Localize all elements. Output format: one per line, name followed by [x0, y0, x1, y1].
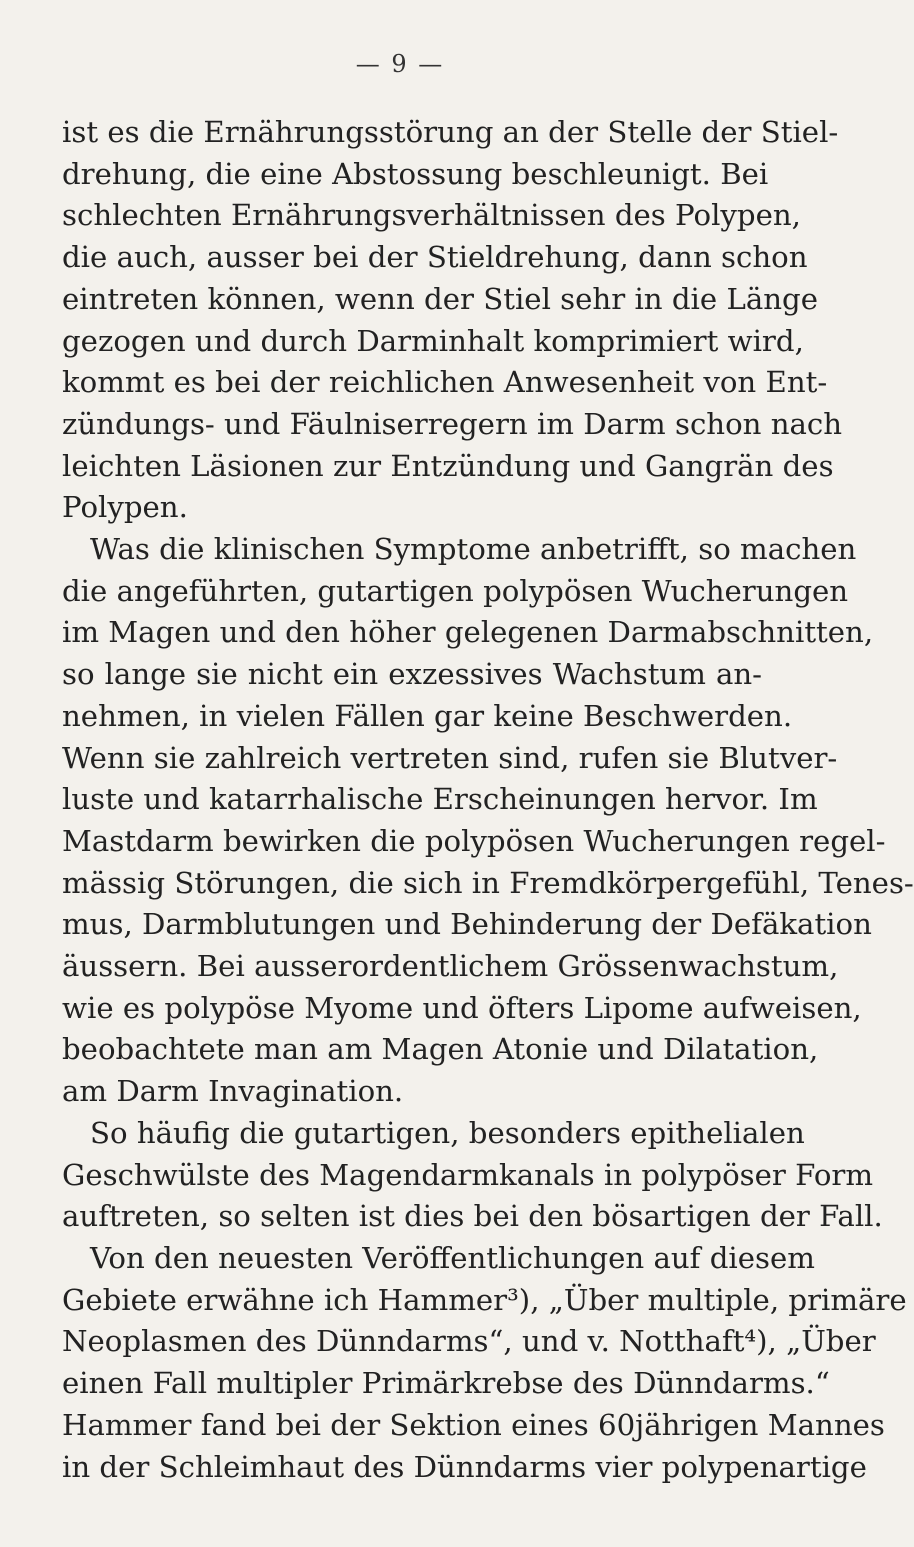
- text-line: zündungs- und Fäulniserregern im Darm schon nach: [62, 406, 843, 441]
- text-line: luste und katarrhalische Erscheinungen hervor. Im: [62, 782, 818, 817]
- text-line: Von den neuesten Veröffentlichungen auf diesem: [90, 1240, 815, 1275]
- text-line: kommt es bei der reichlichen Anwesenheit von Ent-: [62, 365, 828, 400]
- text-line: Hammer fand bei der Sektion eines 60jährigen Mannes: [62, 1407, 885, 1442]
- text-line: die angeführten, gutartigen polypösen Wucherungen: [62, 573, 849, 608]
- text-line: Gebiete erwähne ich Hammer³), „Über multiple, primäre: [62, 1282, 907, 1317]
- body-text: [62, 112, 914, 1488]
- text-line: am Darm Invagination.: [62, 1074, 404, 1109]
- text-line: äussern. Bei ausserordentlichem Grössenwachstum,: [62, 949, 839, 984]
- text-line: Mastdarm bewirken die polypösen Wucherungen regel-: [62, 823, 886, 858]
- text-line: mus, Darmblutungen und Behinderung der Defäkation: [62, 907, 872, 942]
- text-line: So häufig die gutartigen, besonders epithelialen: [90, 1115, 805, 1150]
- text-line: mässig Störungen, die sich in Fremdkörpergefühl, Tenes-: [62, 865, 914, 900]
- text-line: die auch, ausser bei der Stieldrehung, dann schon: [62, 240, 808, 275]
- text-line: in der Schleimhaut des Dünndarms vier polypenartige: [62, 1449, 867, 1484]
- text-line: Wenn sie zahlreich vertreten sind, rufen sie Blutver-: [62, 740, 838, 775]
- text-line: leichten Läsionen zur Entzündung und Gangrän des: [62, 448, 834, 483]
- text-line: so lange sie nicht ein exzessives Wachstum an-: [62, 657, 762, 692]
- text-line: schlechten Ernährungsverhältnissen des Polypen,: [62, 198, 801, 233]
- text-line: Geschwülste des Magendarmkanals in polypöser Form: [62, 1157, 874, 1192]
- page-number: — 9 —: [355, 50, 445, 78]
- text-line: Polypen.: [62, 490, 188, 525]
- text-line: einen Fall multipler Primärkrebse des Dünndarms.“: [62, 1366, 830, 1401]
- text-line: drehung, die eine Abstossung beschleunigt. Bei: [62, 156, 769, 191]
- text-line: Neoplasmen des Dünndarms“, und v. Notthaft⁴), „Über: [62, 1324, 876, 1359]
- text-line: gezogen und durch Darminhalt komprimiert wird,: [62, 323, 804, 358]
- text-line: nehmen, in vielen Fällen gar keine Beschwerden.: [62, 698, 793, 733]
- text-line: wie es polypöse Myome und öfters Lipome aufweisen,: [62, 990, 862, 1025]
- text-line: eintreten können, wenn der Stiel sehr in die Länge: [62, 281, 818, 316]
- text-line: auftreten, so selten ist dies bei den bösartigen der Fall.: [62, 1199, 883, 1234]
- text-line: beobachtete man am Magen Atonie und Dilatation,: [62, 1032, 819, 1067]
- text-line: Was die klinischen Symptome anbetrifft, so machen: [90, 532, 857, 567]
- text-line: ist es die Ernährungsstörung an der Stelle der Stiel-: [62, 115, 839, 149]
- text-line: im Magen und den höher gelegenen Darmabschnitten,: [62, 615, 874, 650]
